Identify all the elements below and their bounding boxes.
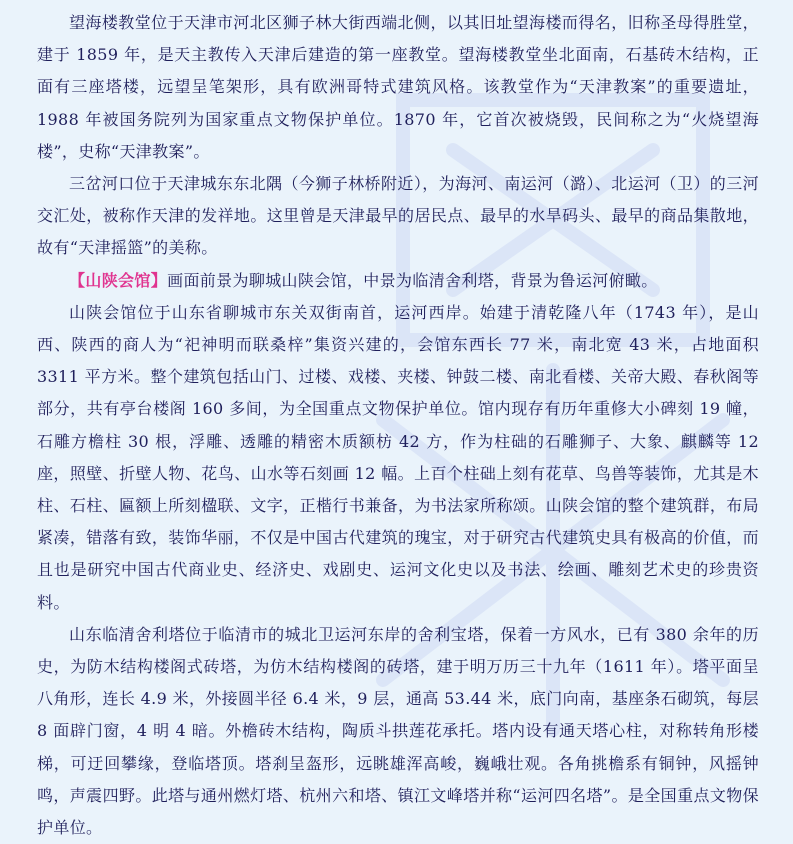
paragraph-text: 望海楼教堂位于天津市河北区狮子林大街西端北侧，以其旧址望海楼而得名，旧称圣母得胜堂，建于 1859 年，是天主教传入天津后建造的第一座教堂。望海楼教堂坐北面南，石基砖木结构，正面有三座塔楼，远望呈笔架形，具有欧洲哥特式建筑风格。该教堂作为“天津教案”的重要遗址，1988 年被国务院列为国家重点文物保护单位。1870 年，它首次被烧毁，民间称之为“火烧望海楼”，史称“天津教案”。: [37, 13, 759, 161]
paragraph-sanchahekou: [37, 168, 759, 265]
paragraph-shanshan-intro: [37, 265, 759, 297]
paragraph-text: 三岔河口位于天津城东东北隅（今狮子林桥附近），为海河、南运河（潞）、北运河（卫）的三河交汇处，被称作天津的发祥地。这里曾是天津最早的居民点、最早的水旱码头、最早的商品集散地，故有“天津摇篮”的美称。: [37, 174, 759, 258]
paragraph-linqing-pagoda: [37, 619, 759, 844]
paragraph-wanghailou: [37, 7, 759, 168]
section-tag: 【山陕会馆】: [69, 270, 168, 290]
paragraph-text: 山陕会馆位于山东省聊城市东关双街南首，运河西岸。始建于清乾隆八年（1743 年），是山西、陕西的商人为“祀神明而联桑梓”集资兴建的，会馆东西长 77 米，南北宽 43 米，占地面积 3311 平方米。整个建筑包括山门、过楼、戏楼、夹楼、钟鼓二楼、南北看楼、关帝大殿、春秋阁等部分，共有亭台楼阁 160 多间，为全国重点文物保护单位。馆内现存有历年重修大小碑刻 19 幢，石雕方檐柱 30 根，浮雕、透雕的精密木质额枋 42 方，作为柱础的石雕狮子、大象、麒麟等 12 座，照壁、折壁人物、花鸟、山水等石刻画 12 幅。上百个柱础上刻有花草、鸟兽等装饰，尤其是木柱、石柱、匾额上所刻楹联、文字，正楷行书兼备，为书法家所称颂。山陕会馆的整个建筑群，布局紧凑，错落有致，装饰华丽，不仅是中国古代建筑的瑰宝，对于研究古代建筑史具有极高的价值，而且也是研究中国古代商业史、经济史、戏剧史、运河文化史以及书法、绘画、雕刻艺术史的珍贵资料。: [37, 302, 759, 612]
paragraph-shanshan-huiguan: [37, 297, 759, 619]
paragraph-text: 画面前景为聊城山陕会馆，中景为临清舍利塔，背景为鲁运河俯瞰。: [167, 270, 658, 290]
paragraph-text: 山东临清舍利塔位于临清市的城北卫运河东岸的舍利宝塔，保着一方风水，已有 380 余年的历史，为防木结构楼阁式砖塔，为仿木结构楼阁的砖塔，建于明万历三十九年（1611 年）。塔平面呈八角形，连长 4.9 米，外接圆半径 6.4 米，9 层，通高 53.44 米，底门向南，基座条石砌筑，每层 8 面辟门窗，4 明 4 暗。外檐砖木结构，陶质斗拱莲花承托。塔内设有通天塔心柱，对称转角形楼梯，可迂回攀缘，登临塔顶。塔刹呈盔形，远眺雄浑高峻，巍峨壮观。各角挑檐系有铜钟，风摇钟鸣，声震四野。此塔与通州燃灯塔、杭州六和塔、镇江文峰塔并称“运河四名塔”。是全国重点文物保护单位。: [37, 624, 759, 838]
